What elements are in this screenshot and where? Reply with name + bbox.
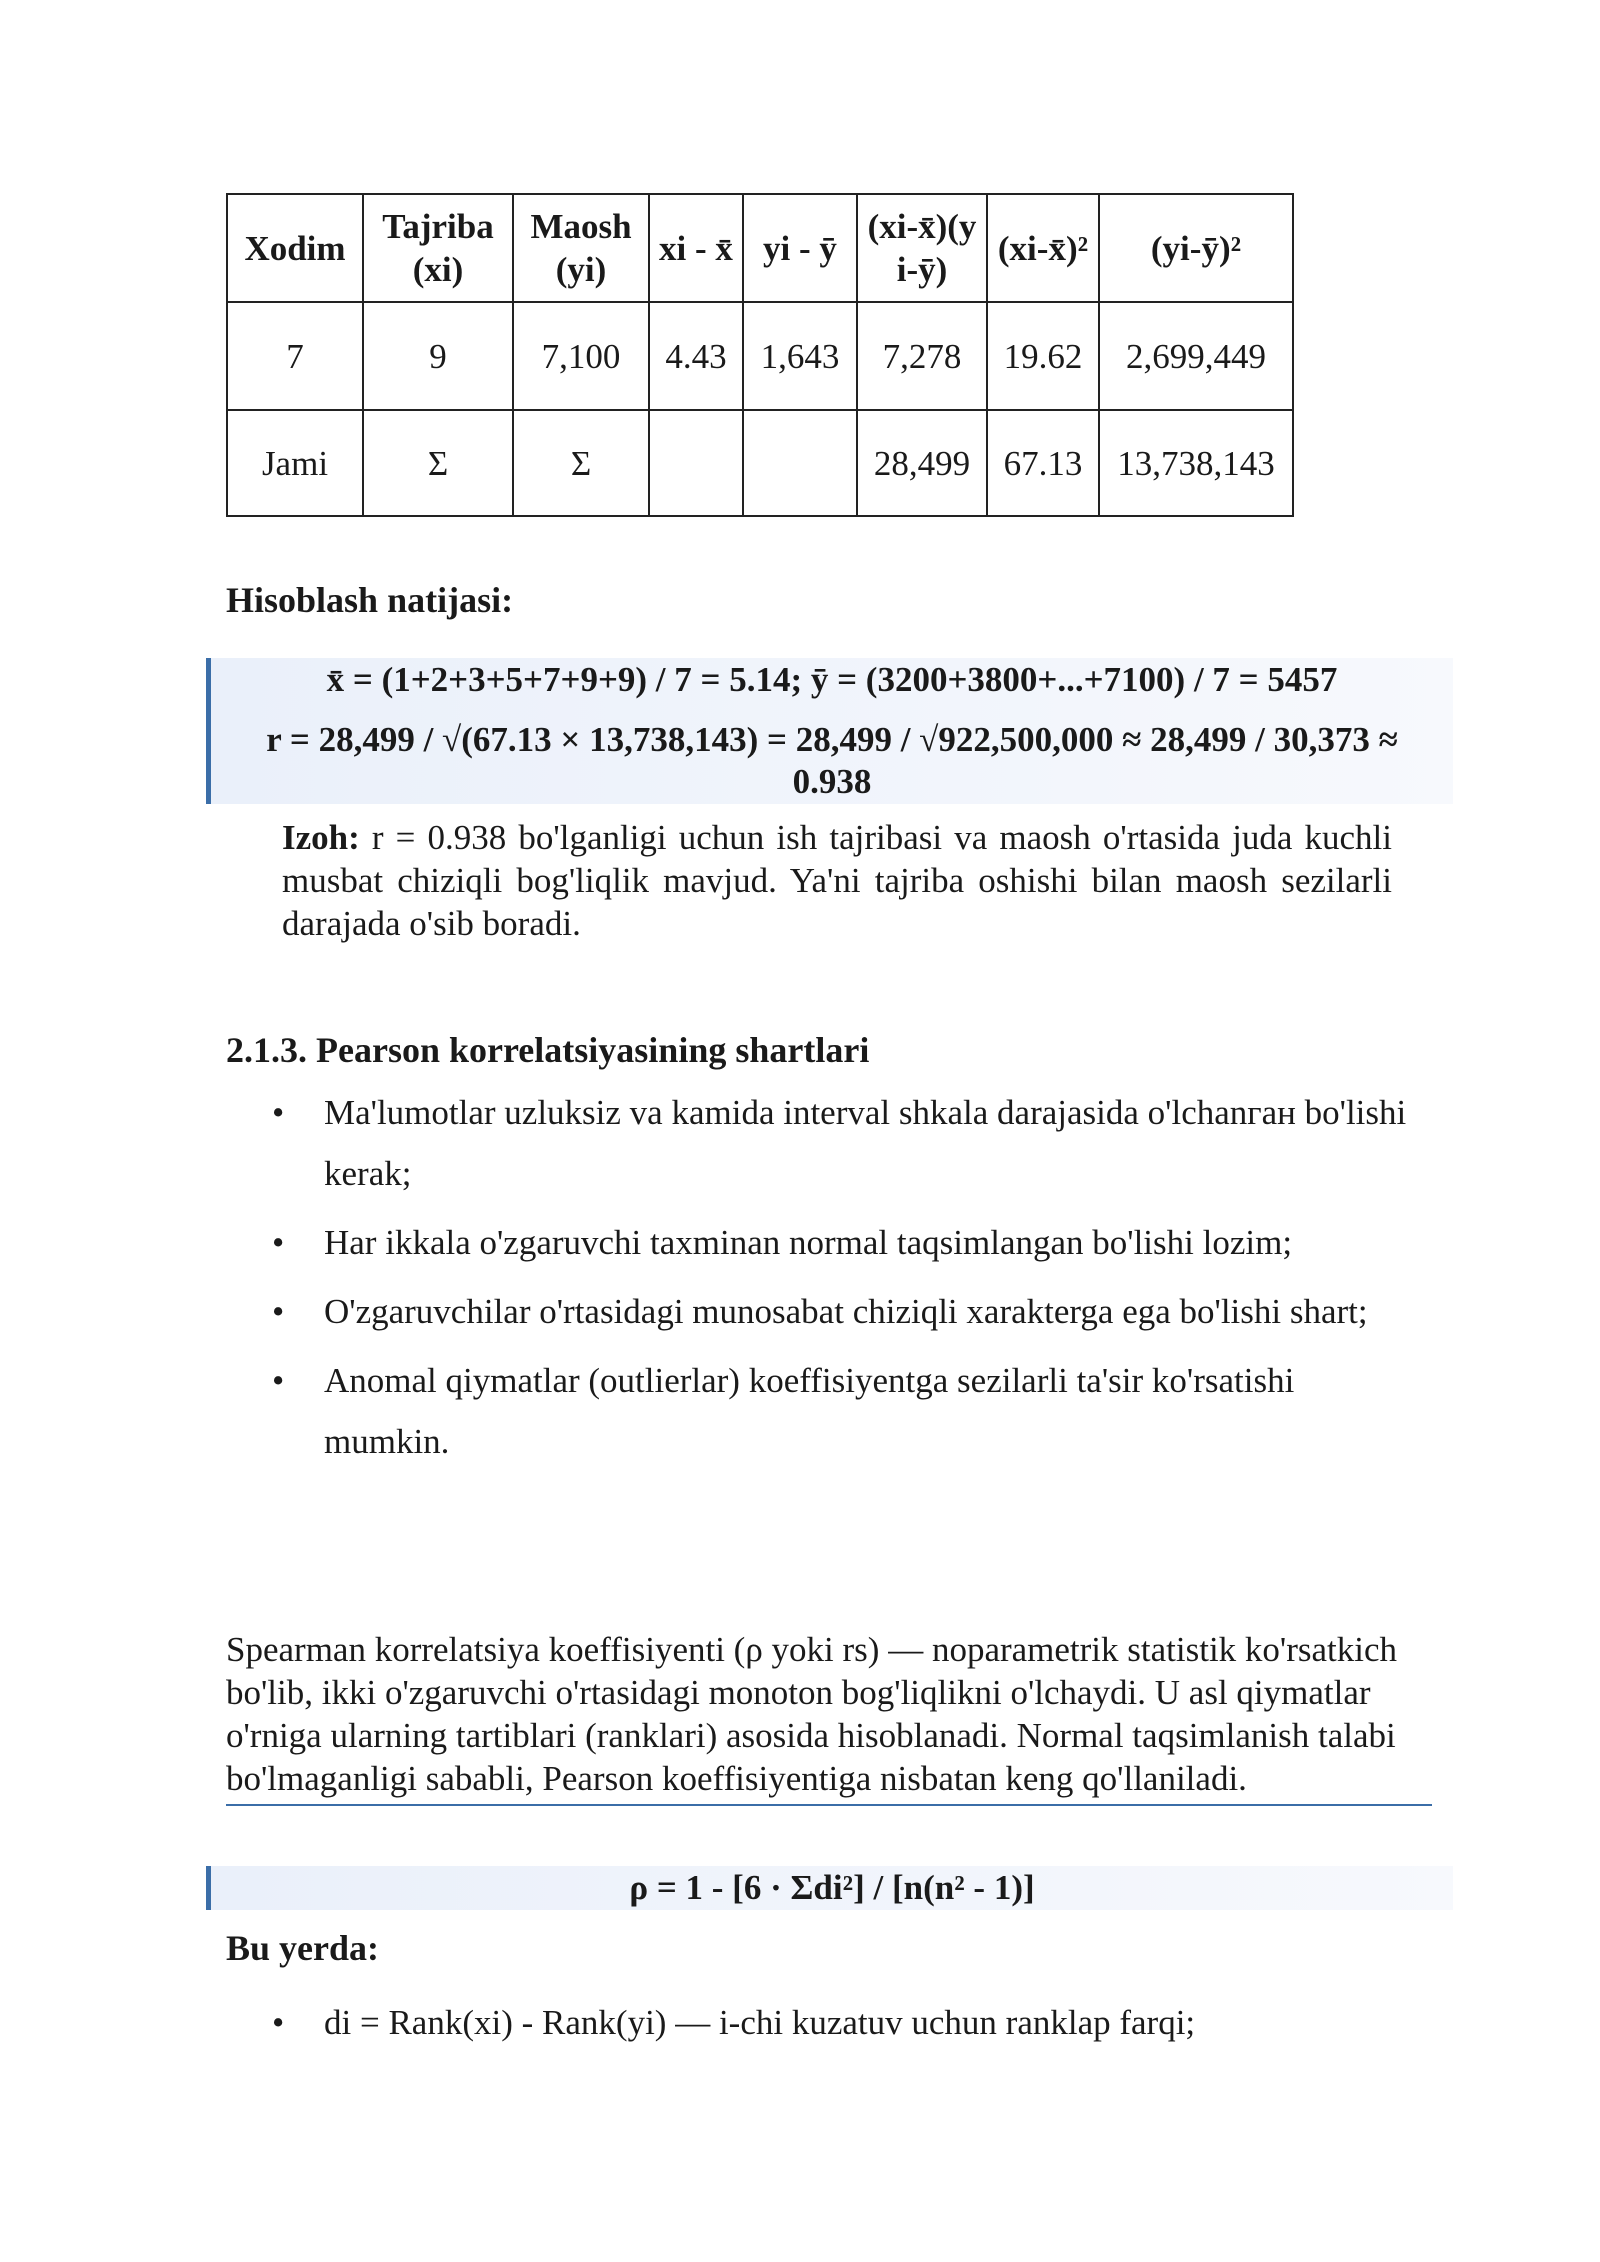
list-item-text: Anomal qiymatlar (outlierlar) koeffisiyentga sezilarli ta'sir ko'rsatishi mumkin. <box>324 1361 1295 1461</box>
formula-means: x̄ = (1+2+3+5+7+9+9) / 7 = 5.14; ȳ = (3200+3800+...+7100) / 7 = 5457 <box>326 660 1338 699</box>
header-cell-tajriba: Tajriba (xi) <box>363 194 513 302</box>
list-item <box>226 1350 1426 1472</box>
table-row <box>227 302 1293 410</box>
table-cell: 1,643 <box>743 302 857 410</box>
list-item-text: Har ikkala o'zgaruvchi taxminan normal taqsimlangan bo'lishi lozim; <box>324 1223 1293 1262</box>
table-cell: 13,738,143 <box>1099 410 1293 516</box>
table-cell: 9 <box>363 302 513 410</box>
list-item <box>226 1212 1426 1273</box>
table-total-row <box>227 410 1293 516</box>
bullet-icon: • <box>272 1093 285 1132</box>
table-header-row <box>227 194 1293 302</box>
table-cell: 7 <box>227 302 363 410</box>
table-cell: 7,100 <box>513 302 649 410</box>
bullet-icon: • <box>272 1292 285 1331</box>
formula-r-line: r = 28,499 / √(67.13 × 13,738,143) = 28,499 / √922,500,000 ≈ 28,499 / 30,373 ≈ <box>266 720 1398 759</box>
where-heading: Bu yerda: <box>226 1928 379 1968</box>
header-cell-maosh: Maosh (yi) <box>513 194 649 302</box>
table-cell: 67.13 <box>987 410 1099 516</box>
list-item-text: Ma'lumotlar uzluksiz va kamida interval shkala darajasida o'lchanган bo'lishi kerak; <box>324 1093 1407 1193</box>
header-cell-x-sq: (xi-x̄)² <box>987 194 1099 302</box>
list-item <box>226 1992 1426 2053</box>
list-item-text: di = Rank(xi) - Rank(yi) — i-chi kuzatuv uchun ranklap farqi; <box>324 2003 1196 2042</box>
list-item-text: O'zgaruvchilar o'rtasidagi munosabat chiziqli xarakterga ega bo'lishi shart; <box>324 1292 1368 1331</box>
formula-r-result: 0.938 <box>792 762 872 801</box>
table-cell: 28,499 <box>857 410 987 516</box>
header-cell-x-dev: xi - x̄ <box>649 194 743 302</box>
header-cell-y-sq: (yi-ȳ)² <box>1099 194 1293 302</box>
list-item <box>226 1082 1426 1204</box>
table-cell: Σ <box>363 410 513 516</box>
data-table <box>226 193 1294 517</box>
table-cell: 19.62 <box>987 302 1099 410</box>
bullet-icon: • <box>272 1361 285 1400</box>
section-heading: 2.1.3. Pearson korrelatsiyasining shartlari <box>226 1030 870 1070</box>
note-paragraph <box>282 816 1392 945</box>
bullet-icon: • <box>272 1223 285 1262</box>
table-cell: 4.43 <box>649 302 743 410</box>
table-cell: Σ <box>513 410 649 516</box>
results-heading: Hisoblash natijasi: <box>226 580 514 620</box>
note-label: Izoh: <box>282 818 360 857</box>
table-cell: 7,278 <box>857 302 987 410</box>
bullet-icon: • <box>272 2003 285 2042</box>
spearman-paragraph: Spearman korrelatsiya koeffisiyenti (ρ yoki rs) — noparametrik statistik ko'rsatkich bo'lib, ikki o'zgaruvchi o'rtasidagi monoton bog'liqlikni o'lchaydi. U asl qiymatlar o'rniga ularning tartiblari (ranklari) asosida hisoblanadi. Normal taqsimlanish talabi bo'lmaganligi sababli, Pearson koeffisiyentiga nisbatan keng qo'llaniladi. <box>226 1628 1432 1806</box>
table-cell <box>743 410 857 516</box>
conditions-list <box>226 1082 1426 1480</box>
table-cell: Jami <box>227 410 363 516</box>
spearman-formula-box <box>206 1866 1453 1910</box>
header-cell-xodim: Xodim <box>227 194 363 302</box>
formula-box <box>206 658 1453 804</box>
note-text: r = 0.938 bo'lganligi uchun ish tajribasi va maosh o'rtasida juda kuchli musbat chiziqli bog'liqlik mavjud. Ya'ni tajriba oshishi bilan maosh sezilarli darajada o'sib boradi. <box>282 818 1392 943</box>
table-cell <box>649 410 743 516</box>
header-cell-y-dev: yi - ȳ <box>743 194 857 302</box>
table-cell: 2,699,449 <box>1099 302 1293 410</box>
header-cell-product: (xi-x̄)(yi-ȳ) <box>857 194 987 302</box>
spearman-formula: ρ = 1 - [6 · Σdi²] / [n(n² - 1)] <box>629 1868 1035 1907</box>
list-item <box>226 1281 1426 1342</box>
where-list <box>226 1992 1426 2061</box>
